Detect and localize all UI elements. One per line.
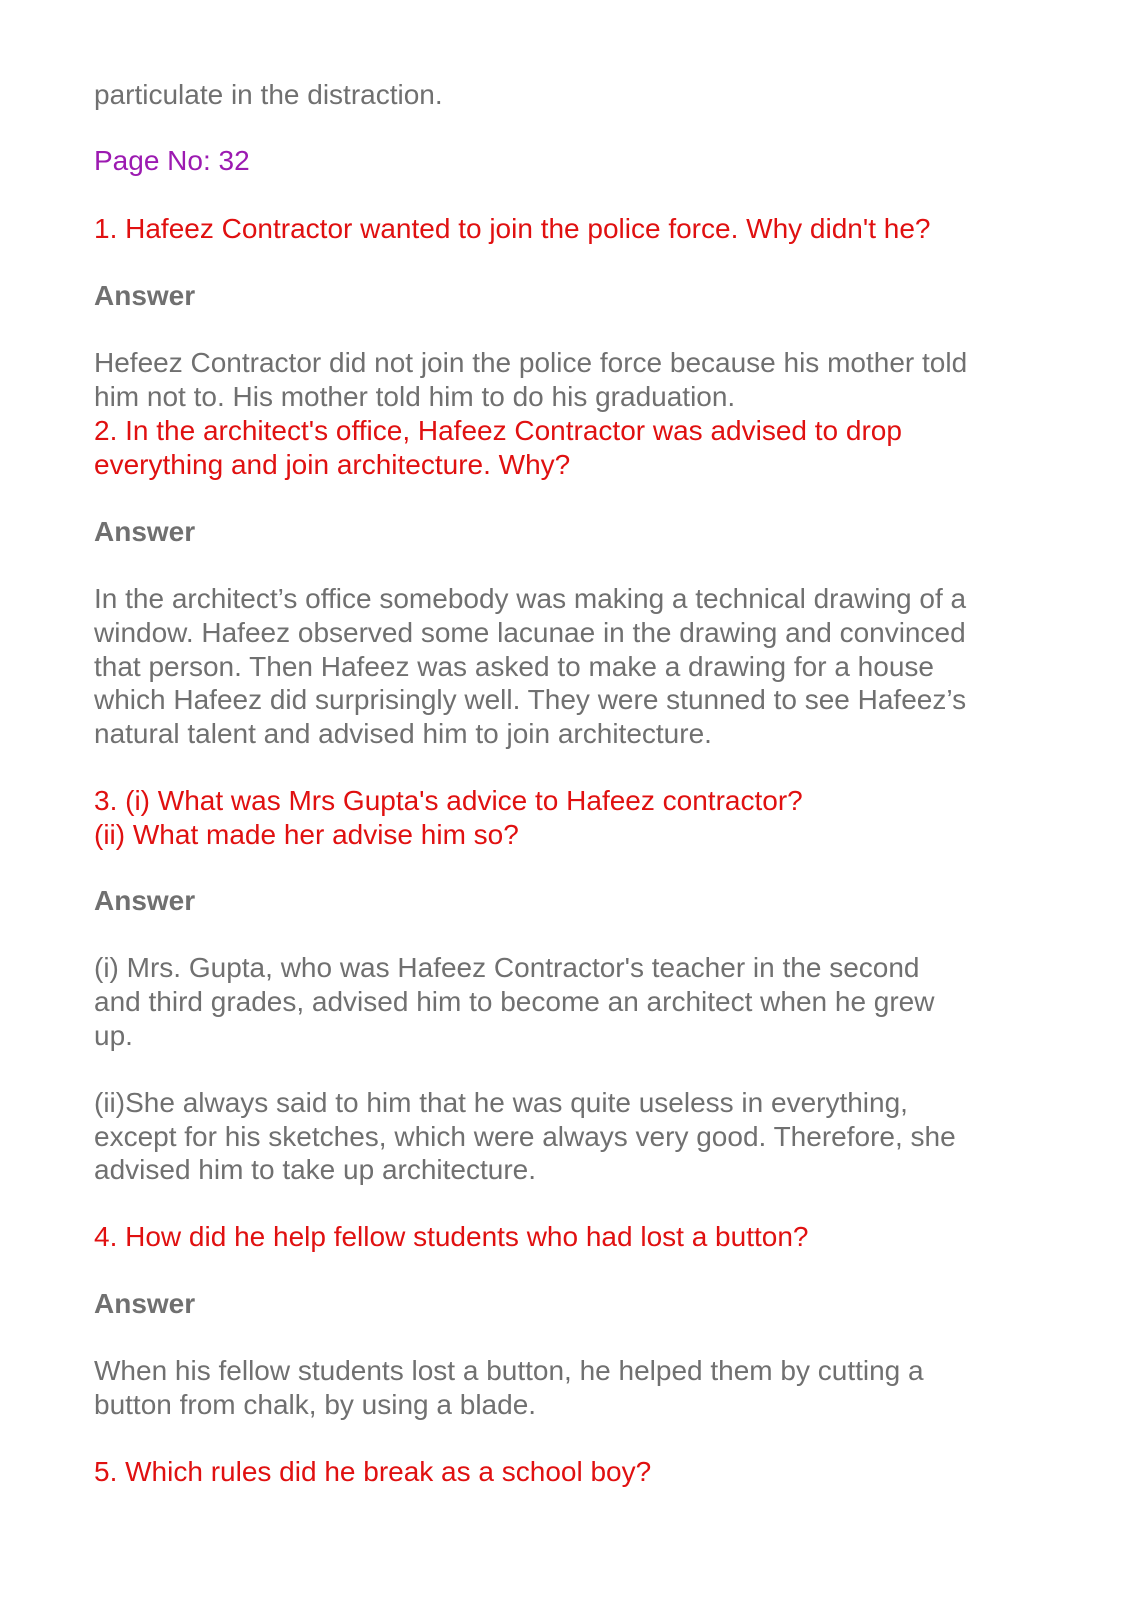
answer-3-part-2-line-2: except for his sketches, which were always very good. Therefore, she <box>94 1121 956 1152</box>
intro-line: particulate in the distraction. <box>94 79 443 110</box>
answer-2-line-1: In the architect’s office somebody was making a technical drawing of a <box>94 583 967 614</box>
answer-3-part-1-line-2: and third grades, advised him to become an architect when he grew <box>94 986 935 1017</box>
answer-3-part-2-line-1: (ii)She always said to him that he was quite useless in everything, <box>94 1087 908 1118</box>
answer-label-4: Answer <box>94 1288 196 1319</box>
question-3-line-1: 3. (i) What was Mrs Gupta's advice to Hafeez contractor? <box>94 785 803 816</box>
question-4: 4. How did he help fellow students who had lost a button? <box>94 1221 809 1252</box>
answer-label-2: Answer <box>94 516 196 547</box>
question-2-line-2: everything and join architecture. Why? <box>94 449 571 480</box>
answer-label-3: Answer <box>94 885 196 916</box>
answer-2-line-2: window. Hafeez observed some lacunae in the drawing and convinced <box>94 617 966 648</box>
answer-4-line-1: When his fellow students lost a button, he helped them by cutting a <box>94 1355 924 1386</box>
page-heading: Page No: 32 <box>94 145 250 176</box>
answer-4-line-2: button from chalk, by using a blade. <box>94 1389 537 1420</box>
answer-2-line-5: natural talent and advised him to join architecture. <box>94 718 712 749</box>
answer-1-line-1: Hefeez Contractor did not join the police force because his mother told <box>94 347 968 378</box>
answer-3-part-1-line-1: (i) Mrs. Gupta, who was Hafeez Contractor's teacher in the second <box>94 952 920 983</box>
question-3-line-2: (ii) What made her advise him so? <box>94 819 519 850</box>
answer-2-line-4: which Hafeez did surprisingly well. They were stunned to see Hafeez’s <box>94 684 967 715</box>
question-1: 1. Hafeez Contractor wanted to join the police force. Why didn't he? <box>94 213 931 244</box>
answer-3-part-2-line-3: advised him to take up architecture. <box>94 1154 537 1185</box>
question-2-line-1: 2. In the architect's office, Hafeez Contractor was advised to drop <box>94 415 902 446</box>
answer-1-line-2: him not to. His mother told him to do his graduation. <box>94 381 736 412</box>
answer-3-part-1-line-3: up. <box>94 1020 133 1051</box>
answer-2-line-3: that person. Then Hafeez was asked to make a drawing for a house <box>94 651 934 682</box>
question-5: 5. Which rules did he break as a school boy? <box>94 1456 652 1487</box>
answer-label-1: Answer <box>94 280 196 311</box>
